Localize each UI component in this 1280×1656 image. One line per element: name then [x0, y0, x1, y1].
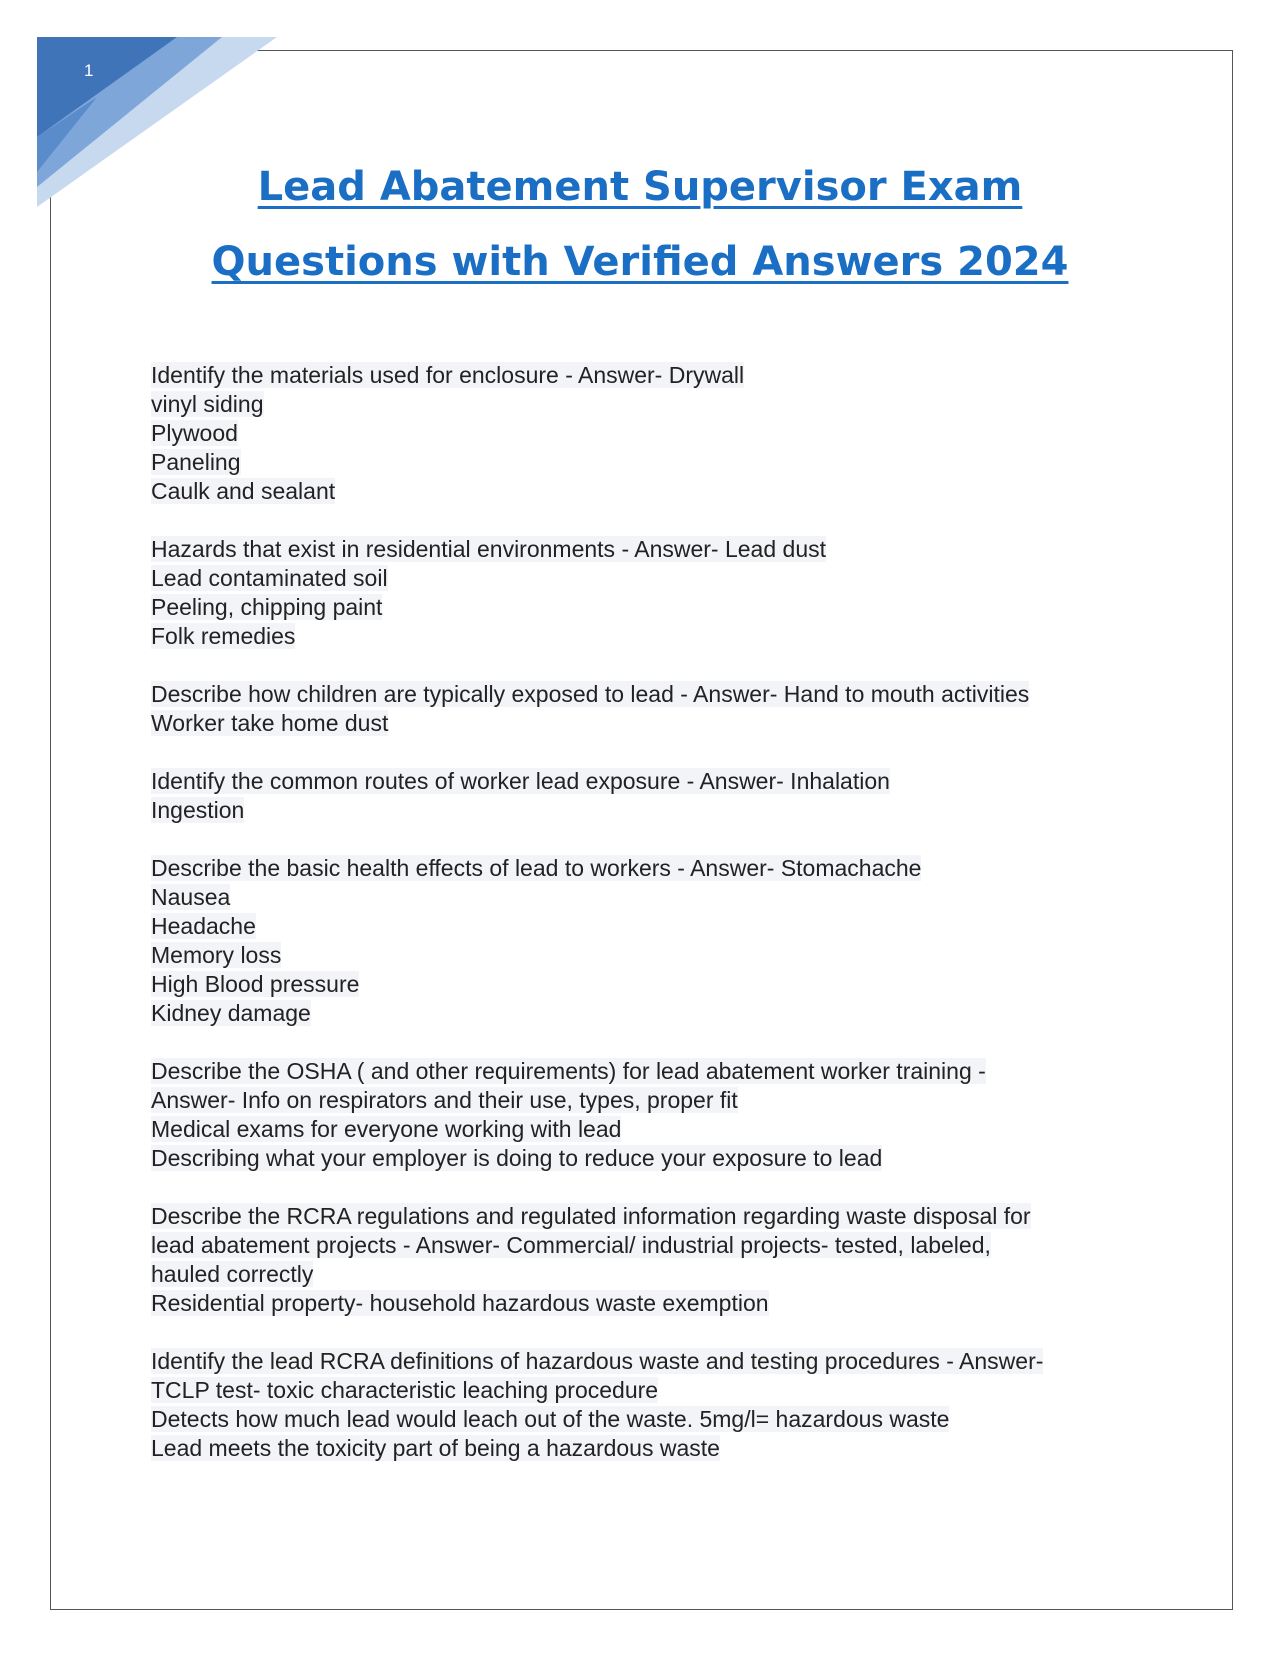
- line-text: Lead meets the toxicity part of being a hazardous waste: [151, 1435, 720, 1461]
- answer-line: [151, 999, 1141, 1028]
- line-text: Residential property- household hazardous waste exemption: [151, 1290, 769, 1316]
- question-line: [151, 1202, 1141, 1231]
- question-line: [151, 535, 1141, 564]
- qa-list: [151, 361, 1141, 1492]
- answer-line: [151, 1144, 1141, 1173]
- answer-line: [151, 1260, 1141, 1289]
- qa-item: [151, 1202, 1141, 1318]
- answer-line: [151, 709, 1141, 738]
- answer-line: [151, 883, 1141, 912]
- line-text: Kidney damage: [151, 1000, 311, 1026]
- line-text: Peeling, chipping paint: [151, 594, 383, 620]
- question-line: [151, 361, 1141, 390]
- answer-line: [151, 1115, 1141, 1144]
- question-line: [151, 1347, 1141, 1376]
- line-text: Worker take home dust: [151, 710, 389, 736]
- question-line: [151, 680, 1141, 709]
- answer-line: [151, 448, 1141, 477]
- line-text: Identify the common routes of worker lead exposure - Answer- Inhalation: [151, 768, 890, 794]
- answer-line: [151, 564, 1141, 593]
- qa-item: [151, 535, 1141, 651]
- line-text: Hazards that exist in residential environments - Answer- Lead dust: [151, 536, 826, 562]
- line-text: Answer- Info on respirators and their use, types, proper fit: [151, 1087, 738, 1113]
- line-text: Detects how much lead would leach out of the waste. 5mg/l= hazardous waste: [151, 1406, 950, 1432]
- answer-line: [151, 622, 1141, 651]
- answer-line: [151, 593, 1141, 622]
- qa-item: [151, 1057, 1141, 1173]
- answer-line: [151, 970, 1141, 999]
- line-text: vinyl siding: [151, 391, 264, 417]
- qa-item: [151, 854, 1141, 1028]
- line-text: lead abatement projects - Answer- Commercial/ industrial projects- tested, labeled,: [151, 1232, 991, 1258]
- answer-line: [151, 419, 1141, 448]
- line-text: Folk remedies: [151, 623, 296, 649]
- question-line: [151, 1057, 1141, 1086]
- line-text: Describe the OSHA ( and other requirements) for lead abatement worker training -: [151, 1058, 986, 1084]
- line-text: Plywood: [151, 420, 238, 446]
- answer-line: [151, 1086, 1141, 1115]
- qa-item: [151, 1347, 1141, 1463]
- question-line: [151, 854, 1141, 883]
- line-text: Ingestion: [151, 797, 245, 823]
- answer-line: [151, 796, 1141, 825]
- line-text: High Blood pressure: [151, 971, 360, 997]
- line-text: Lead contaminated soil: [151, 565, 388, 591]
- line-text: Describe the RCRA regulations and regulated information regarding waste disposal for: [151, 1203, 1031, 1229]
- line-text: Describe how children are typically exposed to lead - Answer- Hand to mouth activities: [151, 681, 1030, 707]
- line-text: Caulk and sealant: [151, 478, 336, 504]
- line-text: Describe the basic health effects of lead to workers - Answer- Stomachache: [151, 855, 922, 881]
- answer-line: [151, 1289, 1141, 1318]
- page-number: 1: [84, 61, 94, 80]
- qa-item: [151, 767, 1141, 825]
- line-text: Paneling: [151, 449, 241, 475]
- title-line-2: Questions with Verified Answers 2024: [211, 239, 1069, 285]
- answer-line: [151, 912, 1141, 941]
- line-text: Describing what your employer is doing to reduce your exposure to lead: [151, 1145, 883, 1171]
- title-line-1: Lead Abatement Supervisor Exam: [257, 164, 1023, 210]
- line-text: Memory loss: [151, 942, 282, 968]
- qa-item: [151, 361, 1141, 506]
- answer-line: [151, 1434, 1141, 1463]
- question-line: [151, 767, 1141, 796]
- answer-line: [151, 477, 1141, 506]
- line-text: Headache: [151, 913, 256, 939]
- line-text: Nausea: [151, 884, 231, 910]
- qa-item: [151, 680, 1141, 738]
- line-text: hauled correctly: [151, 1261, 314, 1287]
- line-text: Identify the lead RCRA definitions of hazardous waste and testing procedures - Answer-: [151, 1348, 1044, 1374]
- document-title: [0, 150, 1280, 300]
- line-text: TCLP test- toxic characteristic leaching procedure: [151, 1377, 659, 1403]
- answer-line: [151, 390, 1141, 419]
- answer-line: [151, 1405, 1141, 1434]
- answer-line: [151, 1231, 1141, 1260]
- answer-line: [151, 1376, 1141, 1405]
- answer-line: [151, 941, 1141, 970]
- line-text: Medical exams for everyone working with lead: [151, 1116, 622, 1142]
- line-text: Identify the materials used for enclosure - Answer- Drywall: [151, 362, 745, 388]
